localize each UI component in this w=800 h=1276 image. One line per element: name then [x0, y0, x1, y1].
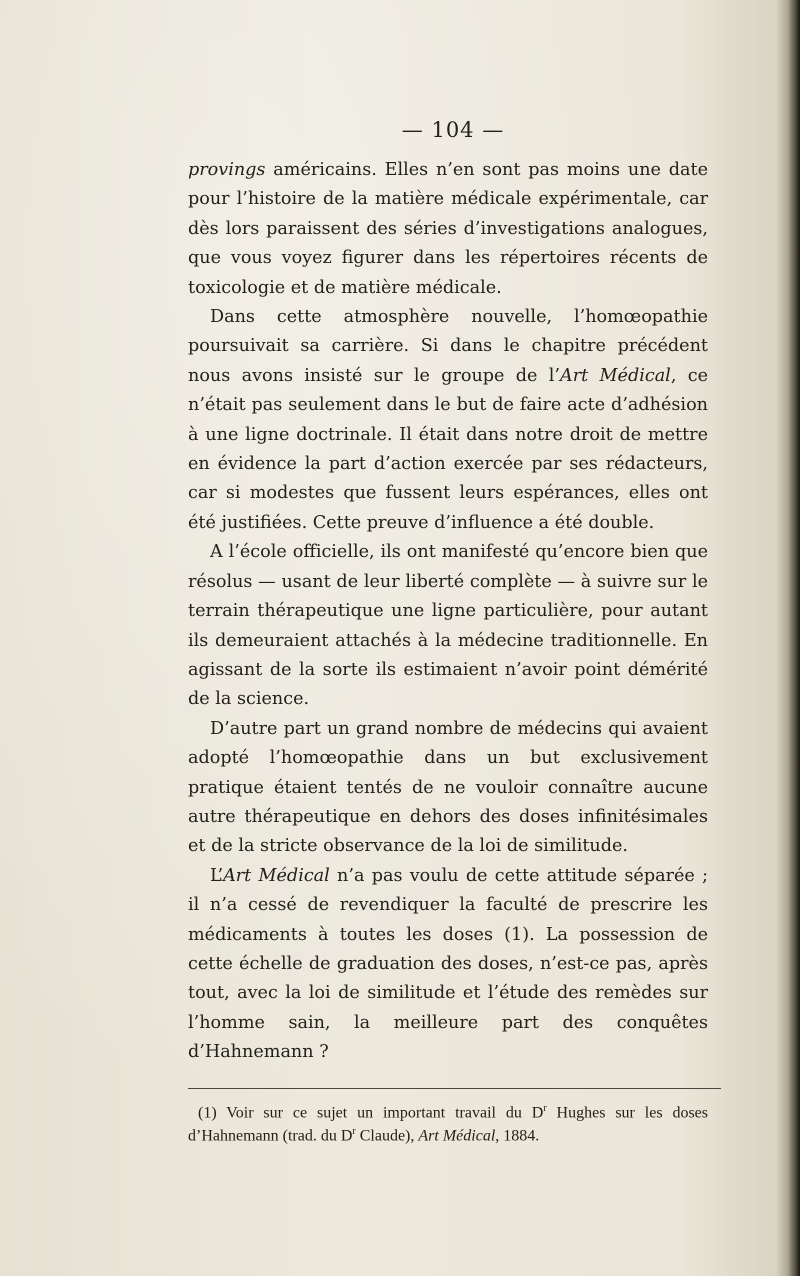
paragraph-run: A l’école officielle, ils ont manifesté qu’encore bien que résolus — usant de leur liberté complète — à suivre sur le terrain thérapeutique une ligne particulière, pour autant ils demeuraient attachés à la médecine traditionnelle. En agissant de la sorte ils estimaient n’avoir point démérité de la science.: [188, 542, 708, 710]
footnote-run: (1) Voir sur ce sujet un important travail du D: [198, 1103, 544, 1121]
footnote-run: r: [543, 1102, 547, 1114]
paragraph: [188, 715, 708, 862]
footnote: [188, 1099, 708, 1146]
paragraph-run: n’a pas voulu de cette attitude séparée ; il n’a cessé de revendiquer la faculté de prescrire les médicaments à toutes les doses (1). La possession de cette échelle de graduation des doses, n’est-ce pas, après tout, avec la loi de similitude et l’étude des remèdes sur l’homme sain, la meilleure part des conquêtes d’Hahnemann ?: [188, 865, 708, 1063]
paragraph-run: provings: [188, 160, 266, 180]
paragraph-run: , ce n’était pas seulement dans le but de faire acte d’adhésion à une ligne doctrinale. Il était dans notre droit de mettre en évidence la part d’action exercée par ses rédacteurs, car si modestes que fussent leurs espérances, elles ont été justifiées. Cette preuve d’influence a été double.: [188, 365, 708, 533]
paragraph-run: Art Médical: [223, 865, 330, 886]
page-content: [188, 118, 708, 1145]
footnote-run: Hughes sur les doses d’Hahnemann (trad. du D: [188, 1103, 709, 1145]
body-text: [188, 156, 708, 1068]
footnote-run: Art Médical: [418, 1127, 496, 1145]
paragraph-run: Art Médical: [560, 365, 671, 386]
footnote-separator: [188, 1088, 721, 1089]
paragraph: [188, 303, 708, 538]
paragraph-run: L’: [210, 865, 224, 886]
footnote-run: , 1884.: [495, 1127, 540, 1145]
page-number: — 104 —: [401, 118, 505, 142]
paragraph: [188, 862, 708, 1068]
paragraph-run: D’autre part un grand nombre de médecins qui avaient adopté l’homœopathie dans un but exclusivement pratique étaient tentés de ne vouloir connaître aucune autre thérapeutique en dehors des doses infinitésimales et de la stricte observance de la loi de similitude.: [188, 718, 708, 857]
footnote-run: Claude),: [355, 1127, 419, 1145]
footnote-run: r: [352, 1125, 356, 1137]
paragraph: [188, 538, 708, 714]
paragraph-run: Dans cette atmosphère nouvelle, l’homœopathie poursuivait sa carrière. Si dans le chapitre précédent nous avons insisté sur le groupe de l’: [188, 307, 708, 386]
paragraph-run: américains. Elles n’en sont pas moins une date pour l’histoire de la matière médicale expérimentale, car dès lors paraissent des séries d’investigations analogues, que vous voyez figurer dans les répertoires récents de toxicologie et de matière médicale.: [188, 160, 708, 298]
page-edge-shadow: [788, 0, 800, 1276]
paragraph: [188, 156, 708, 303]
